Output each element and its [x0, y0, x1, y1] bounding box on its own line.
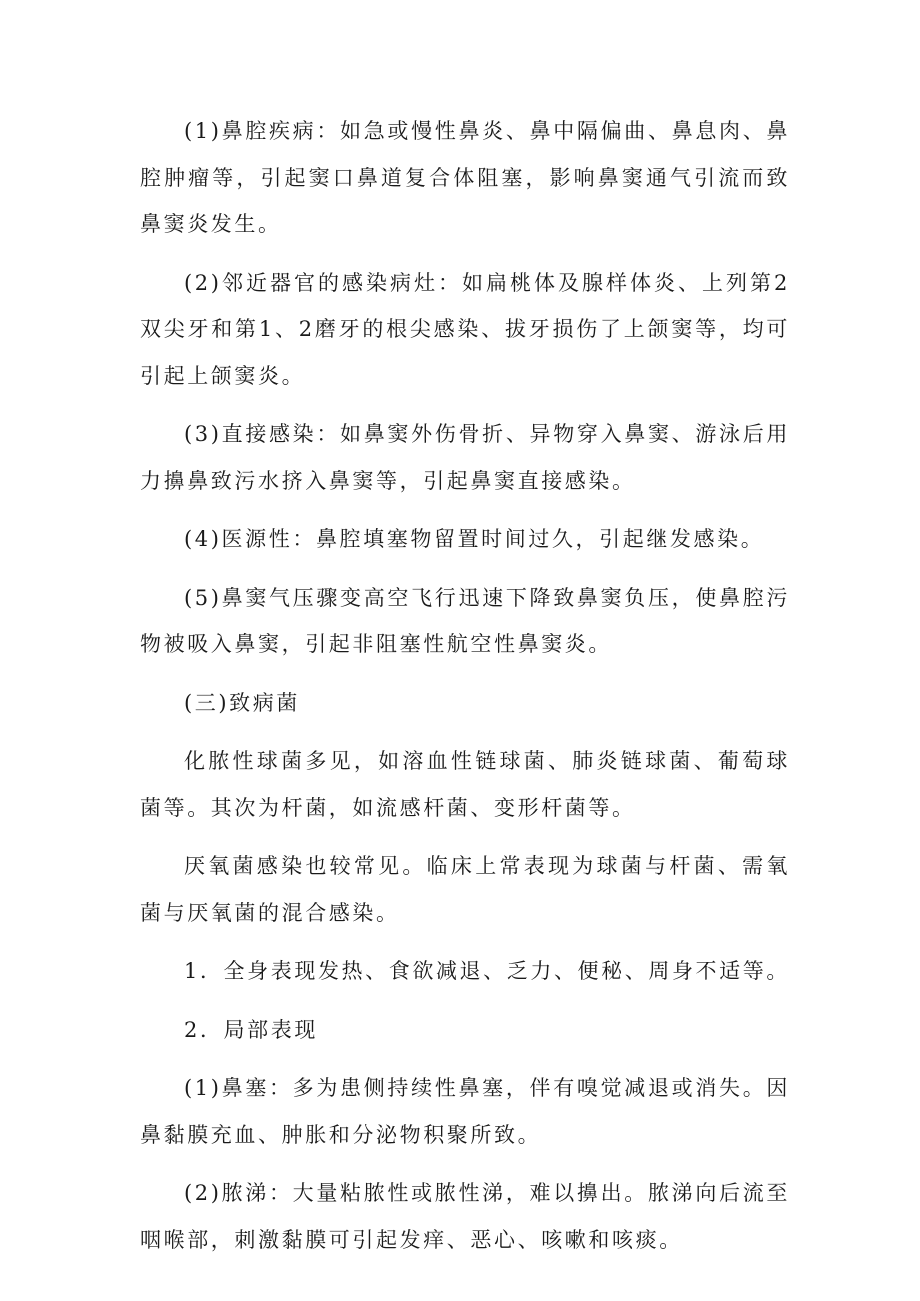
document-page	[140, 108, 790, 1275]
paragraph-local-symptoms-heading: 2．局部表现	[184, 1017, 318, 1042]
section-heading-pathogens: (三)致病菌	[184, 690, 300, 715]
paragraph-barotrauma: (5)鼻窦气压骤变高空飞行迅速下降致鼻窦负压，使鼻腔污物被吸入鼻窦，引起非阻塞性航空性鼻窦炎。	[140, 585, 790, 656]
paragraph-iatrogenic: (4)医源性：鼻腔填塞物留置时间过久，引起继发感染。	[184, 527, 765, 551]
paragraph-direct-infection: (3)直接感染：如鼻窦外伤骨折、异物穿入鼻窦、游泳后用力擤鼻致污水挤入鼻窦等，引起鼻窦直接感染。	[140, 422, 790, 493]
paragraph-pyogenic-cocci: 化脓性球菌多见，如溶血性链球菌、肺炎链球菌、葡萄球菌等。其次为杆菌，如流感杆菌、变形杆菌等。	[140, 749, 790, 820]
paragraph-purulent-discharge: (2)脓涕：大量粘脓性或脓性涕，难以擤出。脓涕向后流至咽喉部，刺激黏膜可引起发痒、恶心、咳嗽和咳痰。	[140, 1181, 790, 1252]
paragraph-anaerobic-infection: 厌氧菌感染也较常见。临床上常表现为球菌与杆菌、需氧菌与厌氧菌的混合感染。	[140, 854, 790, 925]
paragraph-nasal-obstruction: (1)鼻塞：多为患侧持续性鼻塞，伴有嗅觉减退或消失。因鼻黏膜充血、肿胀和分泌物积聚所致。	[140, 1076, 790, 1147]
paragraph-adjacent-organ-infection: (2)邻近器官的感染病灶：如扁桃体及腺样体炎、上列第2双尖牙和第1、2磨牙的根尖感染、拔牙损伤了上颌窦等，均可引起上颌窦炎。	[140, 270, 790, 388]
paragraph-systemic-symptoms: 1．全身表现发热、食欲减退、乏力、便秘、周身不适等。	[184, 959, 790, 983]
paragraph-nasal-cavity-disease: (1)鼻腔疾病：如急或慢性鼻炎、鼻中隔偏曲、鼻息肉、鼻腔肿瘤等，引起窦口鼻道复合体阻塞，影响鼻窦通气引流而致鼻窦炎发生。	[140, 119, 790, 236]
